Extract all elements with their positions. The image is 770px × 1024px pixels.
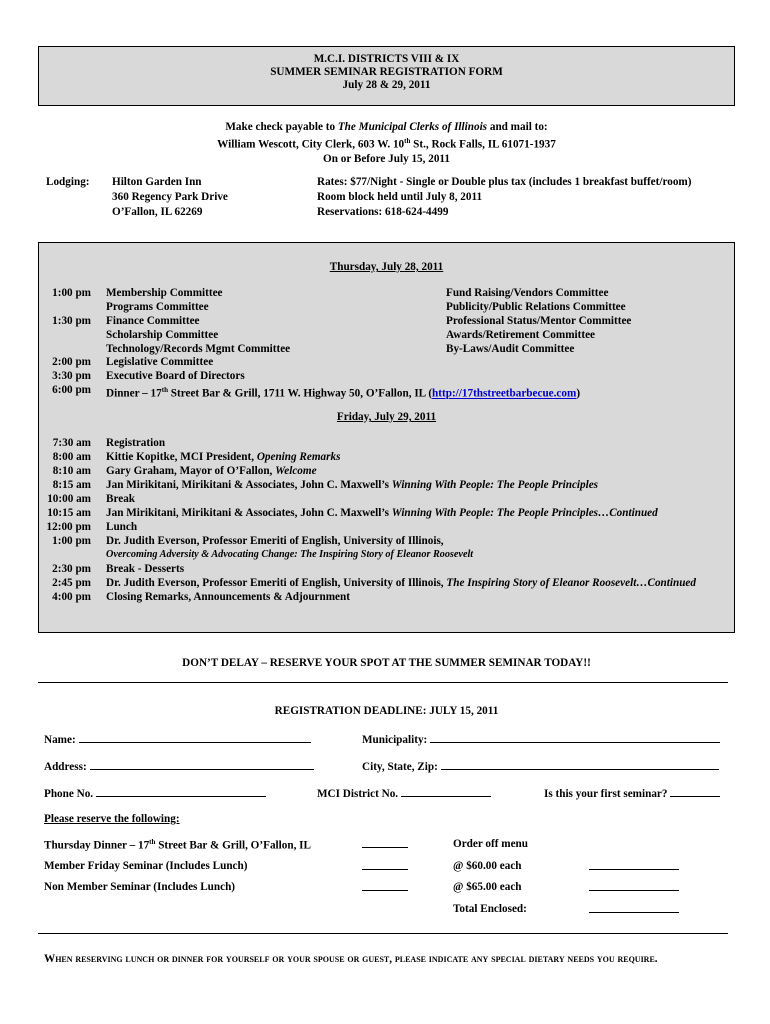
mail-deadline: On or Before July 15, 2011	[323, 152, 450, 165]
nonmember-qty	[362, 881, 408, 894]
friday-item-text: Registration	[106, 437, 166, 449]
committee-fund-raising: Fund Raising/Vendors Committee	[446, 287, 609, 299]
friday-time: 8:15 am	[52, 479, 91, 491]
friday-item-text: Closing Remarks, Announcements & Adjournment	[106, 591, 350, 603]
divider-bottom	[38, 933, 728, 934]
lodging-rates	[317, 175, 691, 220]
nonmember-seminar-label: Non Member Seminar (Includes Lunch)	[44, 881, 236, 893]
phone-input[interactable]	[96, 787, 266, 797]
friday-item-title: Winning With People: The People Principles…Continued	[391, 507, 658, 519]
friday-time: 8:10 am	[52, 465, 91, 477]
committee-publicity: Publicity/Public Relations Committee	[446, 301, 626, 313]
hotel-street: 360 Regency Park Drive	[112, 191, 228, 203]
address-field	[44, 760, 314, 773]
committee-finance: Finance Committee	[106, 315, 200, 327]
order-off-menu: Order off menu	[453, 838, 528, 850]
municipality-field	[362, 733, 720, 746]
time-1-00pm: 1:00 pm	[52, 287, 91, 299]
registration-deadline: REGISTRATION DEADLINE: JULY 15, 2011	[274, 705, 499, 717]
executive-board: Executive Board of Directors	[106, 370, 245, 382]
friday-item-text: Kittie Kopitke, MCI President,	[106, 451, 257, 463]
dinner-label: Dinner – 17	[106, 387, 162, 400]
dinner-qty-input[interactable]	[362, 838, 408, 848]
room-block-line: Room block held until July 8, 2011	[317, 191, 483, 203]
time-6-00pm: 6:00 pm	[52, 384, 91, 396]
total-amount-input[interactable]	[589, 903, 679, 913]
mail-address-rest: St., Rock Falls, IL 61071-1937	[410, 138, 556, 151]
dinner-qty	[362, 838, 408, 851]
committee-legislative: Legislative Committee	[106, 356, 214, 368]
friday-time: 10:15 am	[47, 507, 91, 519]
friday-item	[106, 493, 135, 507]
dietary-note: When reserving lunch or dinner for yourself or your spouse or guest, please indicate any special dietary needs you require.	[44, 953, 658, 965]
friday-time: 10:00 am	[47, 493, 91, 505]
name-input[interactable]	[79, 733, 311, 743]
header-dates: July 28 & 29, 2011	[342, 79, 431, 91]
time-3-30pm: 3:30 pm	[52, 370, 91, 382]
friday-item-title: Welcome	[275, 465, 317, 477]
first-seminar-label: Is this your first seminar?	[544, 788, 668, 800]
friday-item	[106, 465, 317, 479]
address-input[interactable]	[90, 760, 314, 770]
thursday-dinner	[106, 384, 580, 402]
member-qty	[362, 860, 408, 873]
thursday-title: Thursday, July 28, 2011	[329, 261, 444, 273]
friday-item-text: Dr. Judith Everson, Professor Emeriti of English, University of Illinois,	[106, 577, 447, 589]
reserve-heading: Please reserve the following:	[44, 813, 180, 825]
nonmember-amount	[589, 881, 679, 894]
friday-item-text: Lunch	[106, 521, 138, 533]
dinner-reserve-text: Thursday Dinner – 17	[44, 839, 150, 852]
nonmember-price: @ $65.00 each	[453, 881, 522, 893]
friday-time: 2:30 pm	[52, 563, 91, 575]
nonmember-amount-input[interactable]	[589, 881, 679, 891]
friday-time: 7:30 am	[52, 437, 91, 449]
lodging-hotel	[112, 175, 228, 220]
name-label: Name:	[44, 734, 76, 746]
name-field	[44, 733, 311, 746]
committee-bylaws: By-Laws/Audit Committee	[446, 343, 575, 355]
committee-scholarship: Scholarship Committee	[106, 329, 219, 341]
friday-item	[106, 521, 137, 535]
friday-item-title: Opening Remarks	[256, 451, 341, 463]
nonmember-qty-input[interactable]	[362, 881, 408, 891]
friday-item	[106, 437, 165, 451]
municipality-label: Municipality:	[362, 734, 428, 746]
friday-item	[106, 479, 598, 493]
dinner-sup: th	[161, 386, 168, 394]
district-field	[317, 787, 491, 800]
hotel-city: O’Fallon, IL 62269	[112, 206, 203, 218]
friday-item-text: Gary Graham, Mayor of O’Fallon,	[106, 465, 276, 477]
friday-item-title: Overcoming Adversity & Advocating Change: The Inspiring Story of Eleanor Roosevelt	[106, 549, 474, 560]
district-input[interactable]	[401, 787, 491, 797]
friday-item-text: Break	[106, 493, 136, 505]
form-header	[38, 46, 735, 106]
friday-time: 8:00 am	[52, 451, 91, 463]
member-seminar-label: Member Friday Seminar (Includes Lunch)	[44, 860, 248, 872]
district-label: MCI District No.	[317, 788, 399, 800]
divider-top	[38, 682, 728, 683]
schedule-box	[38, 242, 735, 633]
mail-suffix: and mail to:	[487, 121, 548, 133]
city-field	[362, 760, 719, 773]
total-enclosed-label: Total Enclosed:	[453, 903, 527, 915]
reservations-line: Reservations: 618-624-4499	[317, 206, 449, 218]
friday-time: 4:00 pm	[52, 591, 91, 603]
municipality-input[interactable]	[430, 733, 720, 743]
phone-label: Phone No.	[44, 788, 94, 800]
mail-payee: The Municipal Clerks of Illinois	[337, 121, 488, 133]
member-price: @ $60.00 each	[453, 860, 522, 872]
dont-delay-banner: DON’T DELAY – RESERVE YOUR SPOT AT THE SUMMER SEMINAR TODAY!!	[182, 657, 591, 669]
mail-instructions	[38, 120, 735, 166]
friday-item-text: Jan Mirikitani, Mirikitani & Associates, John C. Maxwell’s	[106, 479, 392, 491]
member-qty-input[interactable]	[362, 860, 408, 870]
friday-item-title: Winning With People: The People Principles	[391, 479, 599, 491]
mail-address: William Wescott, City Clerk, 603 W. 10	[217, 138, 405, 151]
dinner-reserve-sup: th	[149, 838, 156, 846]
city-input[interactable]	[441, 760, 719, 770]
first-seminar-input[interactable]	[670, 787, 720, 797]
friday-item-title: The Inspiring Story of Eleanor Roosevelt…Continued	[446, 577, 696, 589]
rates-line: Rates: $77/Night - Single or Double plus tax (includes 1 breakfast buffet/room)	[317, 176, 692, 188]
friday-item-text: Break - Desserts	[106, 563, 185, 575]
phone-field	[44, 787, 266, 800]
time-1-30pm: 1:30 pm	[52, 315, 91, 327]
hotel-name: Hilton Garden Inn	[112, 176, 202, 188]
committee-technology: Technology/Records Mgmt Committee	[106, 343, 291, 355]
friday-item	[106, 591, 350, 605]
friday-item	[106, 507, 658, 521]
committee-professional-status: Professional Status/Mentor Committee	[446, 315, 632, 327]
dinner-reserve-rest: Street Bar & Grill, O’Fallon, IL	[155, 839, 311, 852]
header-districts: M.C.I. DISTRICTS VIII & IX	[313, 53, 460, 65]
friday-item	[106, 563, 184, 577]
friday-item	[106, 577, 696, 591]
mail-prefix: Make check payable to	[225, 121, 338, 133]
dinner-close: )	[576, 387, 581, 400]
header-form-title: SUMMER SEMINAR REGISTRATION FORM	[270, 66, 503, 78]
friday-time: 1:00 pm	[52, 535, 91, 547]
committee-awards: Awards/Retirement Committee	[446, 329, 596, 341]
friday-item-text: Jan Mirikitani, Mirikitani & Associates, John C. Maxwell’s	[106, 507, 392, 519]
city-label: City, State, Zip:	[362, 761, 438, 773]
friday-item-text: Dr. Judith Everson, Professor Emeriti of English, University of Illinois,	[106, 535, 444, 547]
member-amount	[589, 860, 679, 873]
time-2-00pm: 2:00 pm	[52, 356, 91, 368]
friday-item	[106, 535, 444, 549]
dinner-reserve-label	[44, 838, 311, 852]
total-amount	[589, 903, 679, 916]
friday-time: 12:00 pm	[46, 521, 91, 533]
mail-address-sup: th	[404, 137, 411, 145]
member-amount-input[interactable]	[589, 860, 679, 870]
friday-title: Friday, July 29, 2011	[336, 411, 437, 423]
first-seminar-field	[544, 787, 720, 800]
dinner-address: Street Bar & Grill, 1711 W. Highway 50, O’Fallon, IL (	[167, 387, 433, 400]
friday-item	[106, 451, 340, 465]
address-label: Address:	[44, 761, 87, 773]
friday-time: 2:45 pm	[52, 577, 91, 589]
committee-programs: Programs Committee	[106, 301, 209, 313]
committee-membership: Membership Committee	[106, 287, 223, 299]
dinner-link[interactable]: http://17thstreetbarbecue.com	[432, 387, 577, 400]
lodging-label: Lodging:	[46, 176, 90, 188]
friday-item	[106, 548, 473, 562]
